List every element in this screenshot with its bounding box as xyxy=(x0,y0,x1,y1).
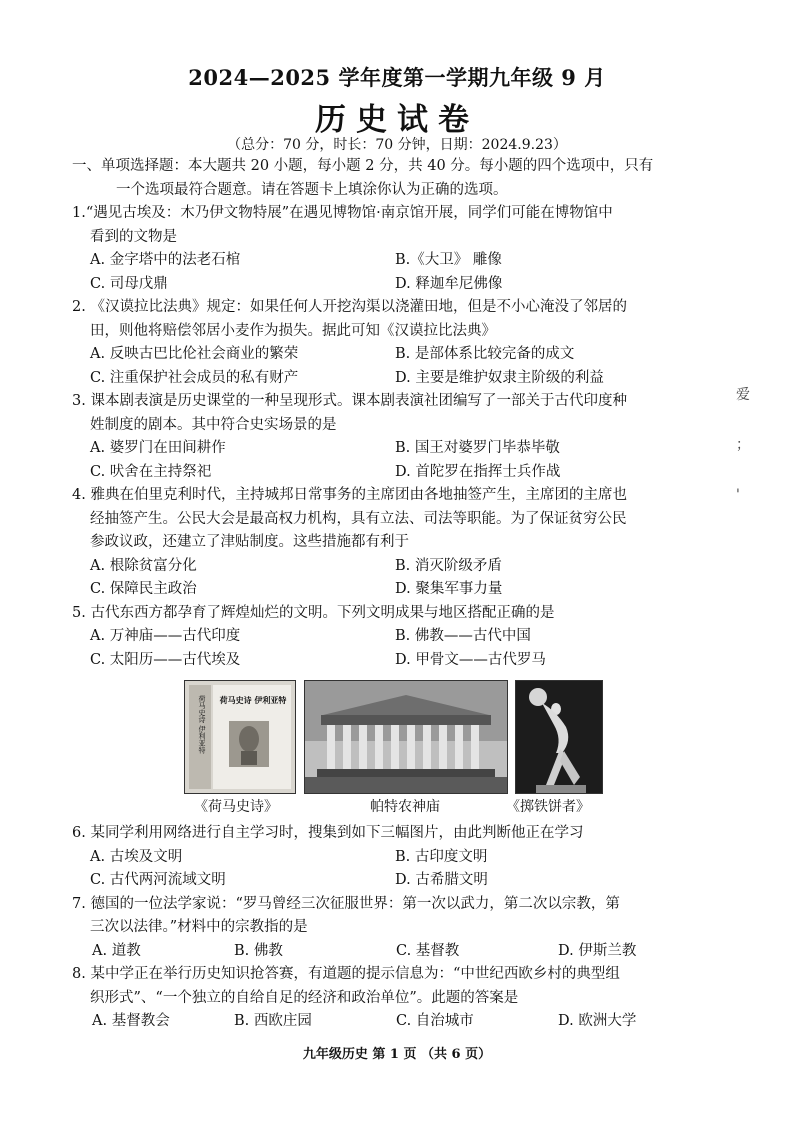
question-7 xyxy=(72,893,722,964)
option-d[interactable]: D. 欧洲大学 xyxy=(558,1013,637,1029)
homer-epic-book-image xyxy=(184,680,296,794)
option-d[interactable]: D. 主要是维护奴隶主阶级的利益 xyxy=(395,369,604,386)
discobolus-image xyxy=(515,680,603,794)
question-4 xyxy=(72,484,722,602)
question-1 xyxy=(72,202,722,296)
question-stem-cont: 织形式”、“一个独立的自给自足的经济和政治单位”。此题的答案是 xyxy=(90,989,519,1006)
question-stem-cont: 姓制度的剧本。其中符合史实场景的是 xyxy=(90,416,337,433)
question-6-figures xyxy=(72,672,722,822)
option-a[interactable]: A. 万神庙——古代印度 xyxy=(90,628,241,644)
question-2 xyxy=(72,296,722,390)
margin-mark: 爱 xyxy=(736,387,750,403)
option-d[interactable]: D. 伊斯兰教 xyxy=(558,942,637,959)
question-3 xyxy=(72,390,722,484)
question-stem-cont: 看到的文物是 xyxy=(90,228,177,245)
options xyxy=(72,625,722,672)
options xyxy=(72,343,722,390)
option-a[interactable]: A. 道教 xyxy=(92,942,141,959)
section-instructions: 一、单项选择题：本大题共 20 小题，每小题 2 分，共 40 分。每小题的四个选项中，只有 xyxy=(72,158,654,174)
options xyxy=(72,846,722,893)
section-instructions-cont: 一个选项最符合题意。请在答题卡上填涂你认为正确的选项。 xyxy=(116,181,508,198)
page-footer: 九年级历史 第 1 页 （共 6 页） xyxy=(302,1047,492,1062)
exam-title-line1: 2024—2025 学年度第一学期九年级 9 月 xyxy=(188,65,606,90)
book-spine-title: 荷马史诗 伊利亚特 xyxy=(198,695,206,754)
question-5 xyxy=(72,602,722,673)
options xyxy=(72,940,722,964)
option-b[interactable]: B. 国王对婆罗门毕恭毕敬 xyxy=(395,440,560,456)
option-b[interactable]: B. 是部体系比较完备的成文 xyxy=(395,346,575,362)
question-stem: 7. 德国的一位法学家说：“罗马曾经三次征服世界：第一次以武力，第二次以宗教，第 xyxy=(72,895,620,912)
option-b[interactable]: B. 佛教 xyxy=(234,942,283,959)
option-c[interactable]: C. 自治城市 xyxy=(396,1013,474,1029)
question-stem-cont: 经抽签产生。公民大会是最高权力机构，具有立法、司法等职能。为了保证贫穷公民 xyxy=(90,510,627,527)
option-d[interactable]: D. 甲骨文——古代罗马 xyxy=(395,651,546,668)
option-d[interactable]: D. 释迦牟尼佛像 xyxy=(395,275,503,292)
question-stem: 6. 某同学利用网络进行自主学习时，搜集到如下三幅图片，由此判断他正在学习 xyxy=(72,825,584,841)
option-c[interactable]: C. 吠舍在主持祭祀 xyxy=(90,463,212,480)
question-stem: 5. 古代东西方都孕育了辉煌灿烂的文明。下列文明成果与地区搭配正确的是 xyxy=(72,604,555,621)
option-b[interactable]: B.《大卫》 雕像 xyxy=(395,252,502,268)
option-a[interactable]: A. 古埃及文明 xyxy=(90,848,183,865)
book-cover-title: 荷马史诗 伊利亚特 xyxy=(219,695,287,705)
margin-mark: ； xyxy=(736,437,750,453)
question-stem-cont: 田，则他将赔偿邻居小麦作为损失。据此可知《汉谟拉比法典》 xyxy=(90,322,496,339)
option-a[interactable]: A. 基督教会 xyxy=(92,1013,170,1029)
caption-homer-epic: 《荷马史诗》 xyxy=(194,799,278,815)
question-stem: 8. 某中学正在举行历史知识抢答赛，有道题的提示信息为：“中世纪西欧乡村的典型组 xyxy=(72,966,620,982)
option-b[interactable]: B. 古印度文明 xyxy=(395,848,488,865)
option-c[interactable]: C. 司母戊鼎 xyxy=(90,275,168,292)
margin-marks xyxy=(736,370,756,520)
option-a[interactable]: A. 反映古巴比伦社会商业的繁荣 xyxy=(90,346,299,362)
option-a[interactable]: A. 金字塔中的法老石棺 xyxy=(90,252,241,268)
options xyxy=(72,1010,722,1034)
options xyxy=(72,555,722,602)
option-c[interactable]: C. 基督教 xyxy=(396,942,460,959)
option-b[interactable]: B. 佛教——古代中国 xyxy=(395,628,531,644)
option-b[interactable]: B. 西欧庄园 xyxy=(234,1013,312,1029)
question-stem-cont: 三次以法律。”材料中的宗教指的是 xyxy=(90,919,308,935)
question-6 xyxy=(72,822,722,893)
question-stem: 1.“遇见古埃及：木乃伊文物特展”在遇见博物馆·南京馆开展，同学们可能在博物馆中 xyxy=(72,205,613,221)
option-a[interactable]: A. 婆罗门在田间耕作 xyxy=(90,440,226,456)
question-stem: 3. 课本剧表演是历史课堂的一种呈现形式。课本剧表演社团编写了一部关于古代印度种 xyxy=(72,393,627,409)
question-stem-cont: 参政议政，还建立了津贴制度。这些措施都有利于 xyxy=(90,534,409,550)
margin-mark: ' xyxy=(736,487,740,503)
option-c[interactable]: C. 注重保护社会成员的私有财产 xyxy=(90,369,299,386)
option-c[interactable]: C. 太阳历——古代埃及 xyxy=(90,651,241,668)
options xyxy=(72,249,722,296)
question-8 xyxy=(72,963,722,1034)
question-stem: 4. 雅典在伯里克利时代，主持城邦日常事务的主席团由各地抽签产生，主席团的主席也 xyxy=(72,487,627,503)
option-b[interactable]: B. 消灭阶级矛盾 xyxy=(395,557,502,574)
option-a[interactable]: A. 根除贫富分化 xyxy=(90,557,197,574)
caption-discobolus: 《掷铁饼者》 xyxy=(506,799,590,815)
option-c[interactable]: C. 古代两河流域文明 xyxy=(90,872,226,888)
caption-parthenon: 帕特农神庙 xyxy=(370,799,440,815)
exam-title: 历史试卷 xyxy=(315,102,479,138)
option-d[interactable]: D. 聚集军事力量 xyxy=(395,581,503,597)
options xyxy=(72,437,722,484)
option-d[interactable]: D. 古希腊文明 xyxy=(395,872,488,888)
parthenon-image xyxy=(304,680,508,794)
question-stem: 2. 《汉谟拉比法典》规定：如果任何人开挖沟渠以浇灌田地，但是不小心淹没了邻居的 xyxy=(72,299,627,315)
exam-content xyxy=(72,155,722,1034)
option-c[interactable]: C. 保障民主政治 xyxy=(90,581,197,597)
exam-meta: （总分：70 分，时长：70 分钟，日期：2024.9.23） xyxy=(227,137,567,153)
option-d[interactable]: D. 首陀罗在指挥士兵作战 xyxy=(395,463,561,480)
